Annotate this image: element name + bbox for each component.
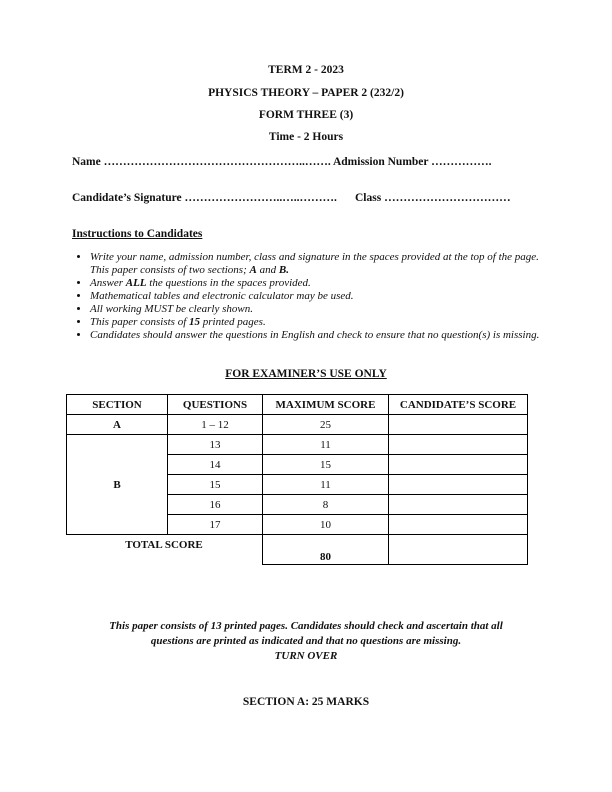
header-questions: QUESTIONS	[168, 395, 263, 415]
section-a-label: A	[67, 415, 168, 435]
pages-note-line1: This paper consists of 13 printed pages. Candidates should check and ascertain that all	[109, 620, 503, 632]
question-max: 15	[263, 455, 389, 475]
instruction-item: • All working MUST be clearly shown.	[90, 303, 560, 316]
instructions-heading: Instructions to Candidates	[72, 228, 203, 240]
question-number: 15	[168, 475, 263, 495]
question-score-cell[interactable]	[389, 515, 528, 535]
header-candidate-score: CANDIDATE’S SCORE	[389, 395, 528, 415]
section-a-questions: 1 – 12	[168, 415, 263, 435]
signature-field[interactable]: Candidate’s Signature ……………………..…..……….	[72, 192, 337, 204]
total-max: 80	[263, 535, 389, 565]
instruction-item: • Write your name, admission number, class and signature in the spaces provided at the top of the page. This paper consists of two sections; A and B.	[90, 251, 560, 277]
pages-note-line2: questions are printed as indicated and that no questions are missing.	[150, 635, 462, 647]
header-maximum-score: MAXIMUM SCORE	[263, 395, 389, 415]
class-field[interactable]: Class ……………………………	[355, 192, 511, 204]
header-section: SECTION	[67, 395, 168, 415]
section-a-score-cell[interactable]	[389, 415, 528, 435]
time-allowed: Time - 2 Hours	[268, 131, 344, 143]
question-max: 8	[263, 495, 389, 515]
instruction-item: • Candidates should answer the questions in English and check to ensure that no question(s) is missing.	[90, 329, 560, 342]
total-score-cell[interactable]	[389, 535, 528, 565]
instructions-list	[72, 251, 560, 342]
section-b-label: B	[67, 435, 168, 535]
examiner-use-heading: FOR EXAMINER’S USE ONLY	[225, 368, 387, 380]
question-score-cell[interactable]	[389, 455, 528, 475]
question-number: 17	[168, 515, 263, 535]
instruction-item: • Mathematical tables and electronic calculator may be used.	[90, 290, 560, 303]
name-admission-field[interactable]: Name ……………………………………………..……. Admission Number …………….	[72, 156, 492, 168]
question-number: 13	[168, 435, 263, 455]
question-score-cell[interactable]	[389, 475, 528, 495]
turn-over: TURN OVER	[274, 650, 338, 662]
question-score-cell[interactable]	[389, 435, 528, 455]
table-row	[67, 415, 528, 435]
instruction-item: • Answer ALL the questions in the spaces provided.	[90, 277, 560, 290]
paper-title: PHYSICS THEORY – PAPER 2 (232/2)	[208, 87, 404, 99]
question-number: 16	[168, 495, 263, 515]
table-header-row	[67, 395, 528, 415]
table-row	[67, 435, 528, 455]
question-max: 11	[263, 435, 389, 455]
question-score-cell[interactable]	[389, 495, 528, 515]
total-score-label: TOTAL SCORE	[125, 539, 203, 551]
question-max: 11	[263, 475, 389, 495]
form-title: FORM THREE (3)	[258, 109, 354, 121]
section-a-heading: SECTION A: 25 MARKS	[242, 696, 370, 708]
section-a-max: 25	[263, 415, 389, 435]
term-title: TERM 2 - 2023	[268, 64, 344, 76]
instruction-item: • This paper consists of 15 printed pages.	[90, 316, 560, 329]
question-max: 10	[263, 515, 389, 535]
question-number: 14	[168, 455, 263, 475]
